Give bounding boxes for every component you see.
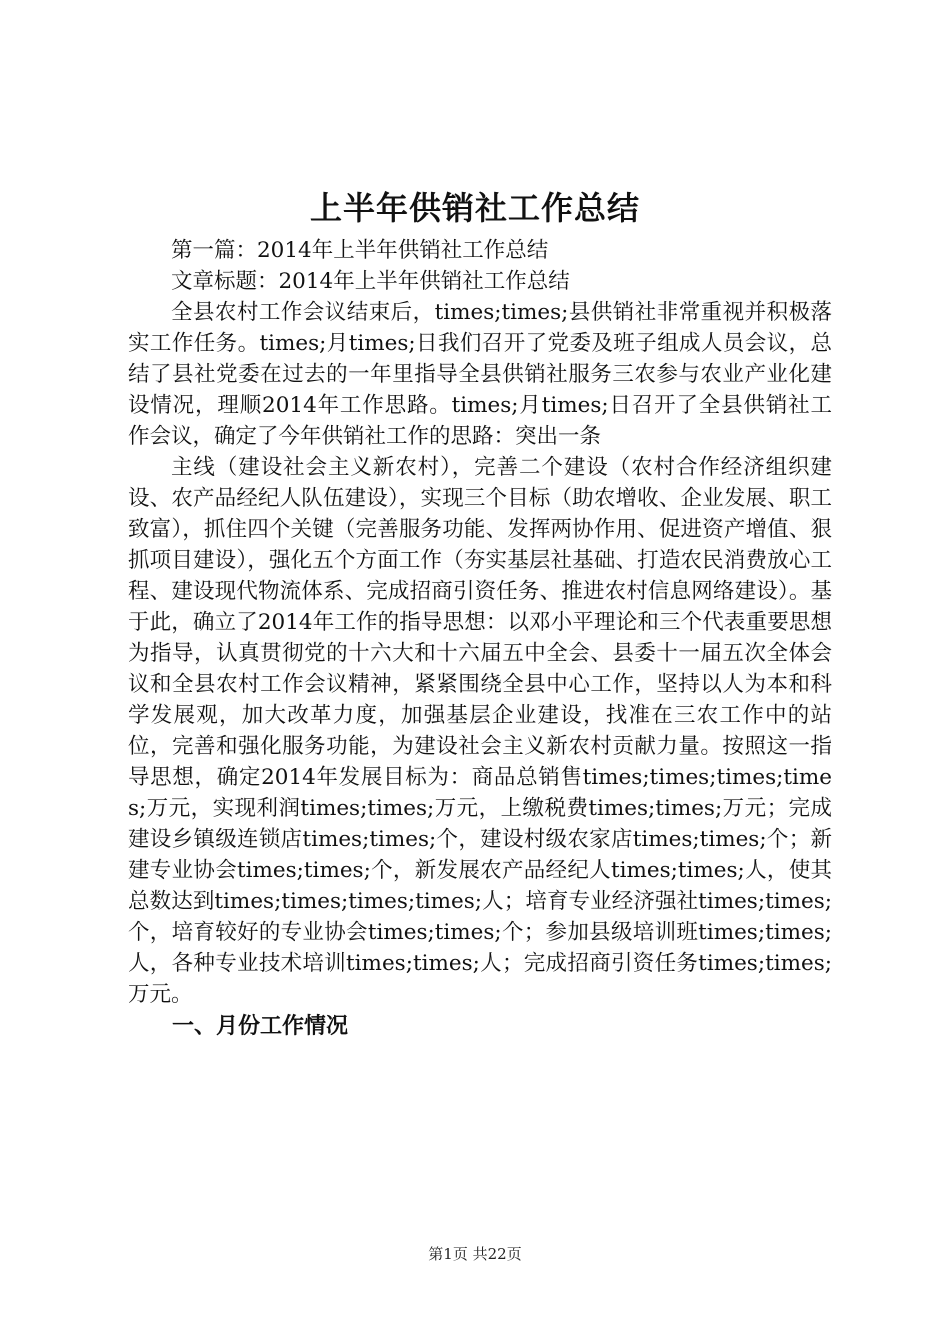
- page-number-footer: 第1页 共22页: [428, 1245, 522, 1263]
- paragraph-article-title: 文章标题：2014年上半年供销社工作总结: [171, 269, 570, 294]
- document-body: [128, 235, 832, 1044]
- document-title: 上半年供销社工作总结: [309, 189, 640, 227]
- paragraph-chapter-heading: 第一篇：2014年上半年供销社工作总结: [171, 238, 549, 263]
- paragraph-main: 主线（建设社会主义新农村），完善二个建设（农村合作经济组织建设、农产品经纪人队伍建设），实现三个目标（助农增收、企业发展、职工致富），抓住四个关键（完善服务功能、发挥两协作用、促进资产增值、狠抓项目建设），强化五个方面工作（夯实基层社基础、打造农民消费放心工程、建设现代物流体系、完成招商引资任务、推进农村信息网络建设）。基于此，确立了2014年工作的指导思想：以邓小平理论和三个代表重要思想为指导，认真贯彻党的十六大和十六届五中全会、县委十一届五次全体会议和全县农村工作会议精神，紧紧围绕全县中心工作，坚持以人为本和科学发展观，加大改革力度，加强基层企业建设，找准在三农工作中的站位，完善和强化服务功能，为建设社会主义新农村贡献力量。按照这一指导思想，确定2014年发展目标为：商品总销售times;times;times;times;万元，实现利润times;times;万元，上缴税费times;times;万元；完成建设乡镇级连锁店times;times;个，建设村级农家店times;times;个；新建专业协会times;times;个，新发展农产品经纪人times;times;人，使其总数达到times;times;times;times;人；培育专业经济强社times;times;个，培育较好的专业协会times;times;个；参加县级培训班times;times;人，各种专业技术培训times;times;人；完成招商引资任务times;times;万元。: [128, 455, 832, 1007]
- section-heading: 一、月份工作情况: [172, 1014, 349, 1039]
- paragraph-intro: 全县农村工作会议结束后，times;times;县供销社非常重视并积极落实工作任务。times;月times;日我们召开了党委及班子组成人员会议，总结了县社党委在过去的一年里指导全县供销社服务三农参与农业产业化建设情况，理顺2014年工作思路。times;月times;日召开了全县供销社工作会议，确定了今年供销社工作的思路：突出一条: [128, 300, 832, 449]
